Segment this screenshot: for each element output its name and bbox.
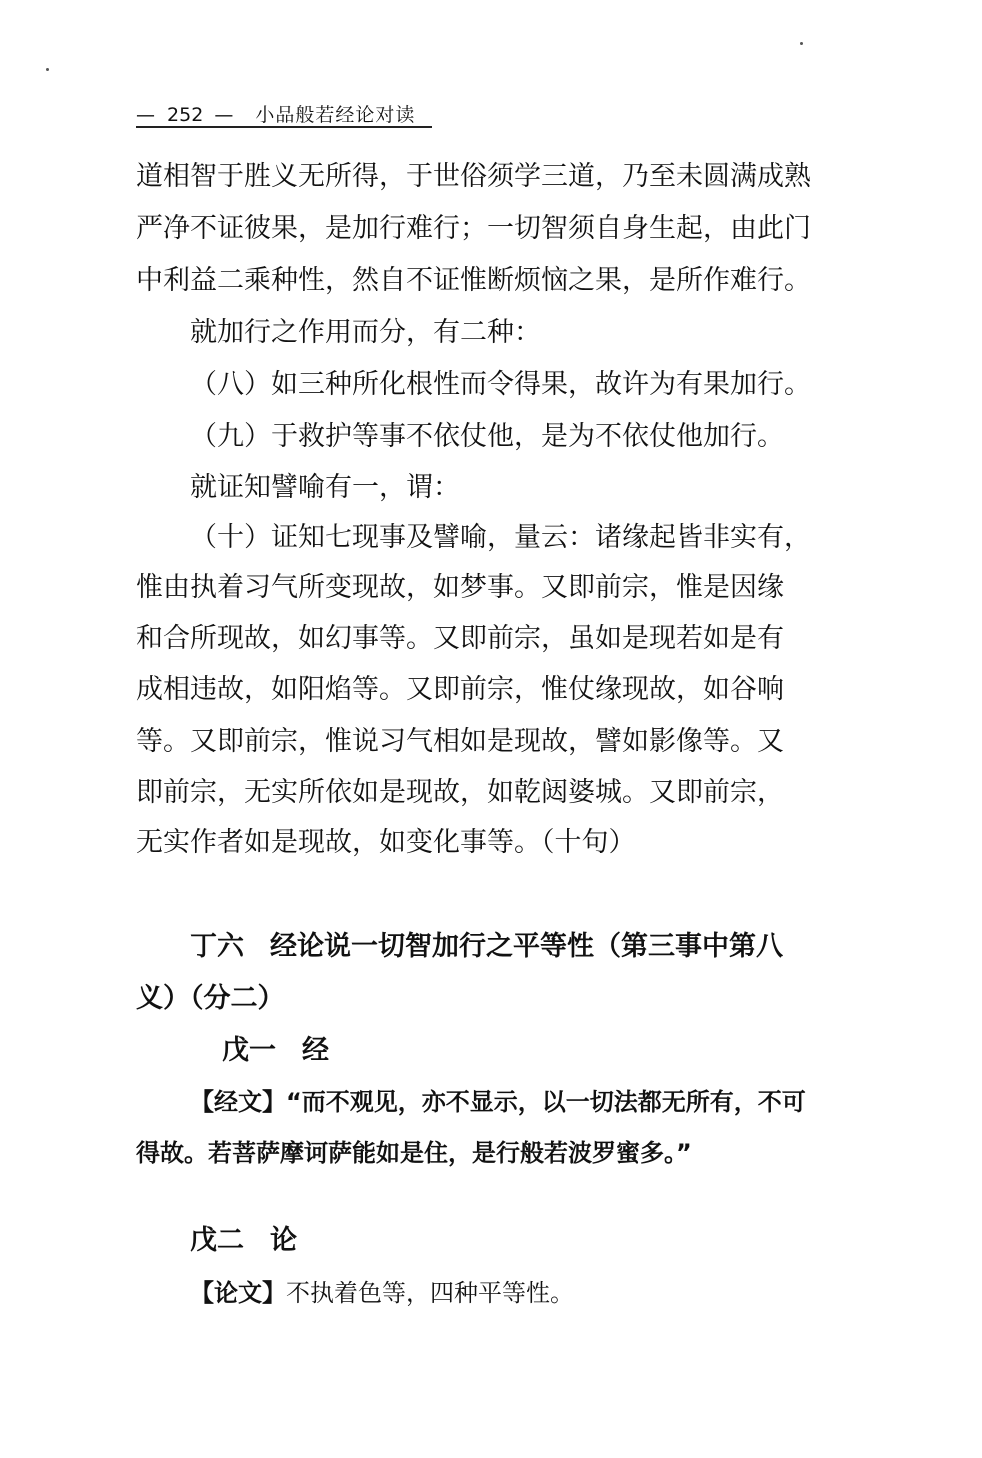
section-title-text: 经论说一切智加行之平等性（第三事中第八 <box>270 931 783 962</box>
body-line: 无实作者如是现故，如变化事等。（十句） <box>136 827 636 858</box>
body-line: 惟由执着习气所变现故，如梦事。又即前宗，惟是因缘 <box>136 572 784 603</box>
header-dash-right: — <box>214 104 235 126</box>
sutra-heading-text: 经 <box>302 1035 329 1066</box>
scan-speck <box>800 42 803 45</box>
section-title-label: 丁六 <box>190 931 244 962</box>
sutra-heading-label: 戊一 <box>222 1035 276 1066</box>
body-line: （十）证知七现事及譬喻，量云：诸缘起皆非实有， <box>190 522 811 553</box>
commentary-heading <box>190 1224 490 1258</box>
section-title-continued: 义）（分二） <box>136 983 285 1014</box>
commentary-heading-label: 戊二 <box>190 1225 244 1256</box>
body-line: （九）于救护等事不依仗他，是为不依仗他加行。 <box>190 421 784 452</box>
body-line: 严净不证彼果，是加行难行；一切智须自身生起，由此门 <box>136 213 811 244</box>
sutra-text: “而不观见，亦不显示，以一切法都无所有，不可 <box>286 1088 806 1116</box>
commentary-passage-line <box>190 1276 880 1310</box>
body-line: 就证知譬喻有一，谓： <box>190 472 460 503</box>
sutra-passage-line <box>190 1085 880 1119</box>
scan-speck <box>46 68 49 71</box>
sutra-tag: 【经文】 <box>190 1088 286 1116</box>
running-header <box>136 100 415 127</box>
commentary-text: 不执着色等，四种平等性。 <box>286 1279 574 1307</box>
header-dash-left: — <box>136 104 156 126</box>
body-line: 即前宗，无实所依如是现故，如乾闼婆城。又即前宗， <box>136 777 784 808</box>
sutra-heading <box>222 1034 522 1068</box>
section-title <box>190 930 880 964</box>
page-number: 252 <box>167 104 204 126</box>
sutra-passage-line: 得故。若菩萨摩诃萨能如是住，是行般若波罗蜜多。” <box>136 1139 692 1167</box>
commentary-tag: 【论文】 <box>190 1279 286 1307</box>
body-line: 等。又即前宗，惟说习气相如是现故，譬如影像等。又 <box>136 726 784 757</box>
body-line: 道相智于胜义无所得，于世俗须学三道，乃至未圆满成熟 <box>136 161 811 192</box>
body-line: 中利益二乘种性，然自不证惟断烦恼之果，是所作难行。 <box>136 265 811 296</box>
commentary-heading-text: 论 <box>270 1225 297 1256</box>
body-line: 和合所现故，如幻事等。又即前宗，虽如是现若如是有 <box>136 623 784 654</box>
header-rule <box>136 126 432 128</box>
body-line: 就加行之作用而分，有二种： <box>190 317 541 348</box>
book-title: 小品般若经论对读 <box>255 104 416 126</box>
body-line: 成相违故，如阳焰等。又即前宗，惟仗缘现故，如谷响 <box>136 674 784 705</box>
body-line: （八）如三种所化根性而令得果，故许为有果加行。 <box>190 369 811 400</box>
